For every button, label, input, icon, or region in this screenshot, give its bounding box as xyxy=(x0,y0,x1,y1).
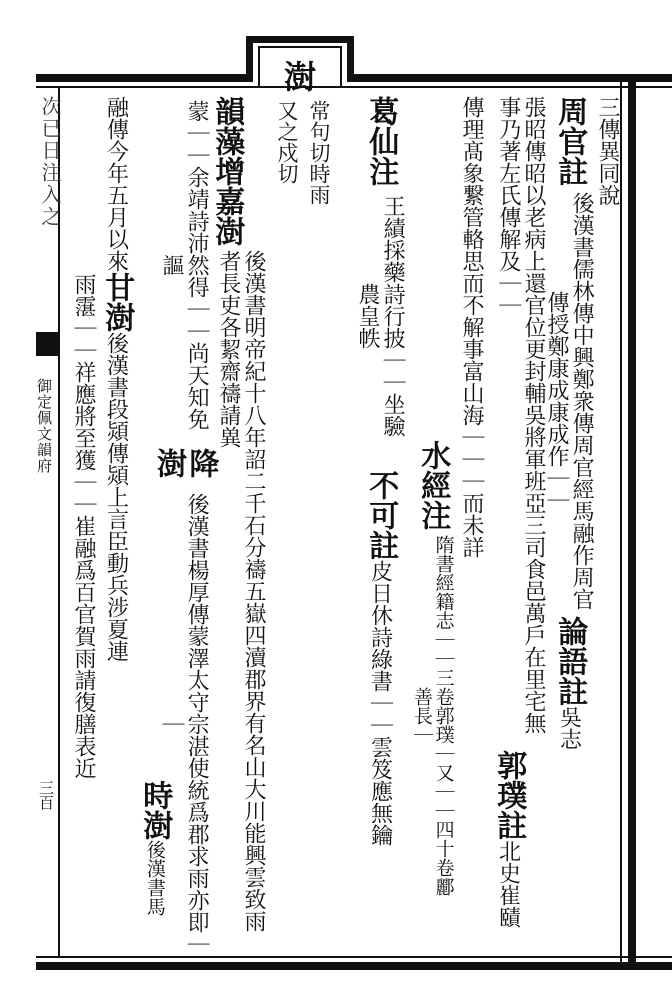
column-12-body-b: 後漢書段熲傳熲上言臣動兵涉夏連 xyxy=(103,332,129,662)
frame-bottom-rule xyxy=(36,962,672,970)
column-6-heading: 水經注 xyxy=(415,440,451,530)
column-7-body: 王績採藥詩行披｜｜坐驗農皇帙 xyxy=(355,195,406,437)
column-11-tail: 後漢書馬 xyxy=(143,840,166,916)
column-10-heading: 降澍 xyxy=(151,447,219,478)
text-column-3: 張昭傳昭以老病上還官位更封輔吳將軍班亞三司食邑萬戶在里宅無事乃著左氏傳解及｜｜ xyxy=(495,96,546,734)
frame-top-rule xyxy=(36,74,672,82)
column-2-heading-a: 周官註 xyxy=(552,96,588,186)
column-12-heading: 甘澍 xyxy=(99,272,135,332)
header-note-1: 常句切時雨 xyxy=(307,100,331,205)
column-4-heading: 郭璞註 xyxy=(491,750,527,840)
text-column-5: 傳理髙象繋管輅思而不解事富山海｜｜｜而未詳 xyxy=(459,96,484,558)
text-column-8 xyxy=(360,470,400,846)
column-11-heading: 時澍 xyxy=(137,780,173,840)
column-8-heading: 不可註 xyxy=(363,470,399,560)
column-10-body-a: 蒙｜｜余靖詩沛然得｜｜尚天知免謳 xyxy=(159,99,210,430)
margin-fragment: 次已日注入之 xyxy=(38,96,62,228)
headword-column xyxy=(278,60,322,95)
page-number: 三百 xyxy=(37,780,55,810)
fishtail-marker xyxy=(36,332,58,356)
column-12-body-a: 融傳今年五月以來 xyxy=(103,96,129,272)
text-column-7 xyxy=(355,96,406,446)
column-2-heading-b: 論語註 xyxy=(552,616,588,706)
text-column-11 xyxy=(136,780,172,916)
frame-top-thin-rule xyxy=(36,86,672,88)
header-note-2: 又之戍切 xyxy=(275,100,299,184)
frame-right-rule xyxy=(628,74,636,970)
text-column-1: 三傳異同說 xyxy=(595,96,620,206)
column-2-tail: 吳志 xyxy=(556,706,582,750)
column-9-body: 後漢書明帝紀十八年詔二千石分禱五嶽四瀆郡界有名山大川能興雲致雨者長吏各絜齋禱請兾 xyxy=(215,250,266,932)
headword: 澍 xyxy=(283,58,316,96)
column-4-tail: 北史崔賾 xyxy=(495,840,521,928)
text-column-6 xyxy=(411,440,455,900)
text-column-13: 雨霮｜｜祥應將至獲｜｜崔融爲百官賀雨請復膳表近 xyxy=(71,273,96,779)
column-8-body: 皮日休詩綠書｜｜雲笈應無鑰 xyxy=(367,560,393,846)
column-6-body: 隋書經籍志｜｜三卷郭璞｜又｜｜四十卷酈善長｜ xyxy=(411,534,455,896)
column-10-body-b: 後漢書楊厚傳蒙澤太守宗湛使統爲郡求雨亦即｜｜ xyxy=(159,492,210,955)
column-2-body: 後漢書儒林傳中興鄭衆傳周官經馬融作周官傳授鄭康成康成作｜｜ xyxy=(544,192,595,610)
column-9-heading-a: 韻藻增 xyxy=(209,96,245,186)
text-column-12 xyxy=(98,96,134,956)
margin-book-title: 御定佩文韻府 xyxy=(35,378,53,474)
frame-bottom-thin-rule xyxy=(36,956,672,958)
column-7-heading: 葛仙注 xyxy=(363,96,399,186)
column-9-heading-b: 嘉澍 xyxy=(209,186,245,246)
text-column-9 xyxy=(204,96,248,246)
text-column-4 xyxy=(488,750,528,928)
frame-right-thin-rule xyxy=(620,82,622,962)
text-column-2 xyxy=(544,96,595,750)
